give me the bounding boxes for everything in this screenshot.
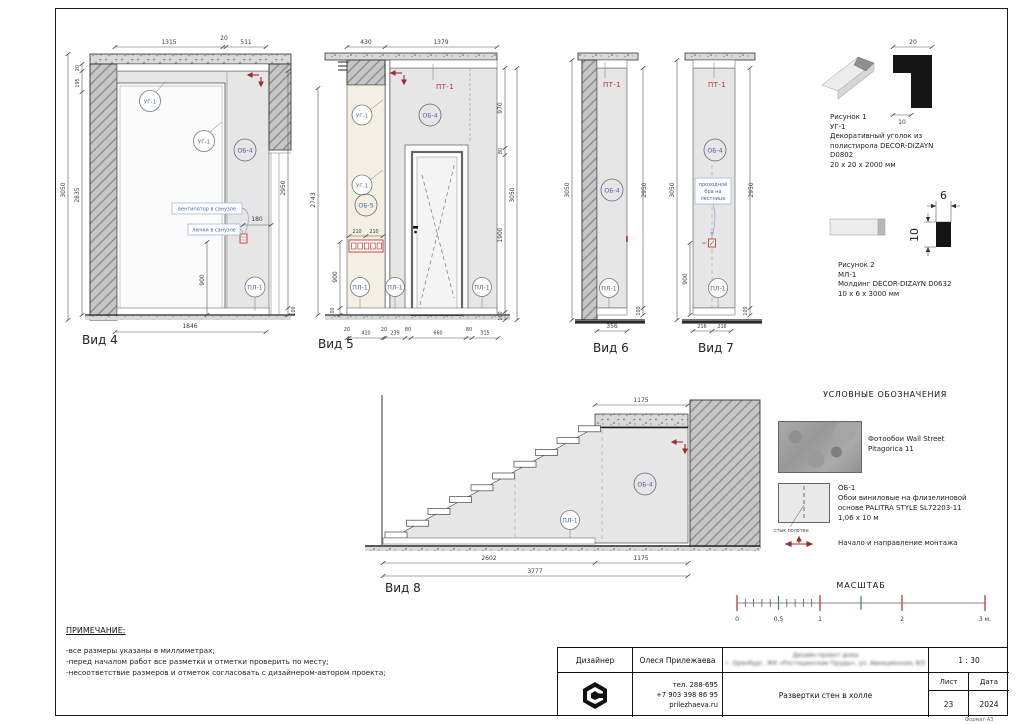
legend-block	[770, 390, 1015, 565]
wall-section	[347, 60, 385, 85]
baseboard	[347, 308, 497, 315]
molding-profile	[908, 189, 960, 256]
annotation-text: вентилятор в санузле	[178, 206, 236, 213]
dim-label: 216	[717, 324, 727, 330]
figure-desc: 20 x 20 x 2000 мм	[830, 160, 896, 169]
callout-label: УГ-1	[355, 113, 369, 120]
dim-label: 3777	[527, 568, 543, 575]
figure-desc: полистирола DECOR-DIZAYN	[830, 141, 934, 150]
dim-label: 210	[352, 229, 362, 235]
dim-label: 3050	[509, 187, 516, 203]
dim-label: 430	[360, 39, 372, 46]
legend-ob1-desc: Обои виниловые на флизелиновой	[838, 494, 967, 502]
elevation-view-4	[55, 30, 305, 360]
annotation-text: лючки в санузле	[192, 227, 236, 234]
callout-label: ОБ-4	[237, 147, 253, 155]
notes-heading: ПРИМЕЧАНИЕ:	[66, 626, 126, 635]
dim-label: 210	[369, 229, 379, 235]
legend-ob1-code: ОБ-1	[838, 484, 856, 492]
callout-label: ОБ-4	[707, 147, 723, 155]
annotation-text: бра на	[704, 189, 722, 195]
callout-label: УГ-1	[197, 139, 211, 146]
ob1-swatch	[778, 483, 840, 535]
dim-label: 900	[199, 274, 206, 286]
date-label-cell: Дата	[969, 673, 1009, 691]
note-line: -перед началом работ все разметки и отметки проверить по месту;	[66, 657, 329, 666]
layer-lines	[338, 62, 347, 70]
project-line: Дизайн-проект дома	[792, 652, 859, 659]
dim-label: 10	[908, 228, 921, 242]
dim-label: 2950	[748, 182, 755, 198]
callout-label: УГ-1	[355, 183, 369, 190]
callout-label: УГ-1	[143, 99, 157, 106]
dim-label: 80	[465, 327, 473, 333]
title-block	[557, 647, 1008, 716]
project-name-cell	[723, 648, 929, 673]
scale-label: 2	[900, 616, 904, 623]
entrance-door	[405, 145, 468, 315]
callout-label: ПЛ-1	[247, 284, 263, 292]
door-opening	[117, 83, 225, 315]
dim-label: 2743	[310, 192, 317, 208]
callout-label: ПЛ-1	[710, 285, 726, 293]
dim-label: 180	[251, 216, 263, 223]
socket-strip	[349, 240, 383, 252]
callout-label: ПТ-1	[435, 83, 455, 91]
door-handle	[413, 226, 418, 229]
molding-drawing	[818, 185, 1018, 255]
sheet-number-cell: 23	[929, 691, 969, 717]
figure-title: Рисунок 2	[838, 261, 875, 269]
figure-desc: Декоративный уголок из	[830, 132, 923, 140]
dim-label: 2950	[280, 180, 287, 196]
dim-label: 100	[330, 307, 336, 317]
dimension-lines	[113, 35, 269, 49]
dim-label: 10	[898, 119, 906, 126]
sheet-label-cell: Лист	[929, 673, 969, 691]
dim-label: 900	[682, 273, 689, 285]
molding-3d-sketch	[830, 219, 885, 235]
legend-heading: УСЛОВНЫЕ ОБОЗНАЧЕНИЯ	[823, 390, 947, 399]
dim-label: 80	[498, 147, 504, 155]
dim-label: 1379	[433, 39, 449, 46]
figure-title: Рисунок 1	[830, 113, 867, 121]
dim-label: 660	[433, 330, 443, 337]
dim-label: 20	[220, 35, 228, 42]
format-label: Формат А3	[965, 717, 994, 723]
scale-label: 1	[818, 616, 822, 623]
dim-label: 970	[497, 102, 504, 114]
dim-label: 20	[75, 64, 81, 72]
scale-cell: 1 : 30	[929, 648, 1009, 673]
scale-bar-title: МАСШТАБ	[836, 581, 886, 590]
dimension-lines	[345, 39, 500, 49]
annotation-text: лестнице	[700, 196, 726, 202]
date-value-cell: 2024	[979, 699, 999, 709]
callout-label: ПЛ-1	[601, 285, 617, 293]
studio-logo	[582, 681, 608, 709]
dim-label: 100	[743, 306, 749, 316]
dim-label: 239	[390, 330, 400, 337]
dim-label: 195	[75, 78, 81, 88]
montage-direction-icon	[780, 534, 820, 552]
elevation-view-5	[310, 40, 535, 365]
view-title: Вид 8	[385, 581, 421, 595]
baseboard	[117, 308, 269, 315]
dim-label: 1315	[161, 39, 177, 46]
dim-label: 20	[909, 39, 917, 46]
dim-label: 410	[361, 330, 371, 337]
callout-label: ПЛ-1	[387, 284, 403, 292]
dim-label: 216	[697, 324, 707, 330]
legend-ob1-desc: 1,06 x 10 м	[838, 514, 879, 522]
figure-desc: 10 x 6 x 3000 мм	[838, 289, 900, 298]
ceiling-band	[117, 64, 269, 71]
dim-label: 356	[606, 323, 618, 330]
annotation-hatch	[188, 224, 242, 236]
ceiling-slab	[578, 53, 638, 60]
dim-label: 900	[332, 271, 339, 283]
dim-label: 3050	[669, 182, 676, 198]
figure-desc: Молдинг DECOR-DIZAYN D0632	[838, 280, 952, 288]
callout-label: ОБ-4	[637, 481, 653, 489]
note-line: -несоответствие размеров и отметок согласовать с дизайнером-автором проекта;	[66, 668, 386, 677]
annotation-text: проходной	[698, 182, 728, 188]
dim-label: 1175	[633, 555, 649, 562]
scale-label: 3 м.	[978, 616, 992, 623]
contact-line: +7 903 398 86 95	[656, 691, 718, 699]
dim-label: 100	[498, 311, 504, 321]
elevation-view-7	[670, 40, 775, 365]
dim-label: 80	[404, 327, 412, 333]
red-mark	[626, 236, 628, 242]
view-title: Вид 4	[82, 333, 118, 347]
dim-label: 2602	[481, 555, 497, 562]
dim-label: 20	[380, 327, 388, 333]
dim-label: 2950	[641, 182, 648, 198]
dim-label: 20	[343, 327, 351, 333]
legend-montage-caption: Начало и направление монтажа	[838, 539, 958, 547]
baseboard	[693, 308, 735, 315]
dim-label: 511	[240, 39, 252, 46]
callout-label: ПЛ-1	[474, 284, 490, 292]
dim-label: 1846	[182, 323, 198, 330]
callout-label: ПЛ-1	[352, 284, 368, 292]
view-title: Вид 6	[593, 341, 629, 355]
callout-label: ОБ-4	[604, 187, 620, 195]
dim-label: 6	[940, 189, 947, 202]
dim-label: 100	[291, 306, 297, 316]
floor-slab	[85, 316, 291, 320]
project-line: г. Оренбург, ЖК «Ростошинские Пруды», ул. Авиационная, 8/5	[725, 660, 926, 667]
view-title: Вид 7	[698, 341, 734, 355]
wall-section-left	[90, 64, 117, 320]
logo-cell	[558, 673, 633, 717]
scale-label: 0	[735, 616, 739, 623]
sheet-title-cell: Развертки стен в холле	[723, 673, 929, 717]
ceiling-slab	[685, 53, 755, 60]
callout-label: ОБ-5	[358, 202, 374, 210]
photo-wallpaper-swatch	[778, 421, 862, 473]
dim-label: 315	[480, 330, 490, 337]
view-title: Вид 5	[318, 337, 354, 351]
callout-label: ПТ-1	[707, 81, 727, 89]
seam-caption: стык полотен	[774, 529, 809, 534]
dim-label: 3050	[60, 182, 67, 198]
figure-2-block	[818, 185, 1018, 315]
dim-label: 3050	[564, 182, 571, 198]
figure-1-block	[818, 35, 1013, 185]
note-line: -все размеры указаны в миллиметрах;	[66, 646, 215, 655]
legend-photo-line: Фотообои Wall Street	[868, 435, 945, 443]
callout-label: ОБ-4	[422, 112, 438, 120]
floor-slab	[325, 316, 510, 320]
ceiling-slab	[90, 54, 291, 64]
scale-bar	[725, 578, 1015, 628]
designer-label-cell: Дизайнер	[558, 648, 633, 673]
baseboard	[597, 308, 627, 315]
legend-photo-line: Pitagorica 11	[868, 445, 914, 453]
callout-label: ПЛ-1	[562, 517, 578, 525]
notes-block	[66, 626, 486, 678]
ceiling-band	[390, 60, 497, 68]
elevation-view-6	[555, 40, 670, 365]
dim-label: 1900	[497, 227, 504, 243]
scale-label: 0,5	[773, 616, 784, 623]
dim-label: 1175	[633, 397, 649, 404]
wall-section-right	[690, 400, 760, 548]
designer-name-cell: Олеся Прилежаева	[633, 648, 723, 673]
legend-ob1-desc: основе PALITRA STYLE SL72203-11	[838, 504, 962, 512]
ceiling-band	[597, 60, 627, 68]
scale-labels	[735, 616, 991, 623]
elevation-view-8	[365, 390, 765, 600]
figure-code: МЛ-1	[838, 270, 857, 279]
callout-label: ПТ-1	[602, 81, 622, 89]
contact-line: тел. 288-695	[672, 681, 718, 689]
figure-code: УГ-1	[830, 122, 846, 131]
ceiling-slab	[595, 414, 688, 427]
ceiling-slab	[325, 53, 497, 60]
dim-label: 100	[636, 306, 642, 316]
figure-desc: D0802	[830, 151, 854, 159]
dim-label: 2835	[74, 187, 81, 203]
contacts-cell	[633, 673, 723, 717]
contact-line: prilezhaeva.ru	[669, 701, 718, 709]
wall-section	[582, 60, 597, 320]
trim-3d-sketch	[822, 57, 874, 99]
baseboard	[383, 538, 595, 544]
floor-slab	[365, 547, 760, 551]
